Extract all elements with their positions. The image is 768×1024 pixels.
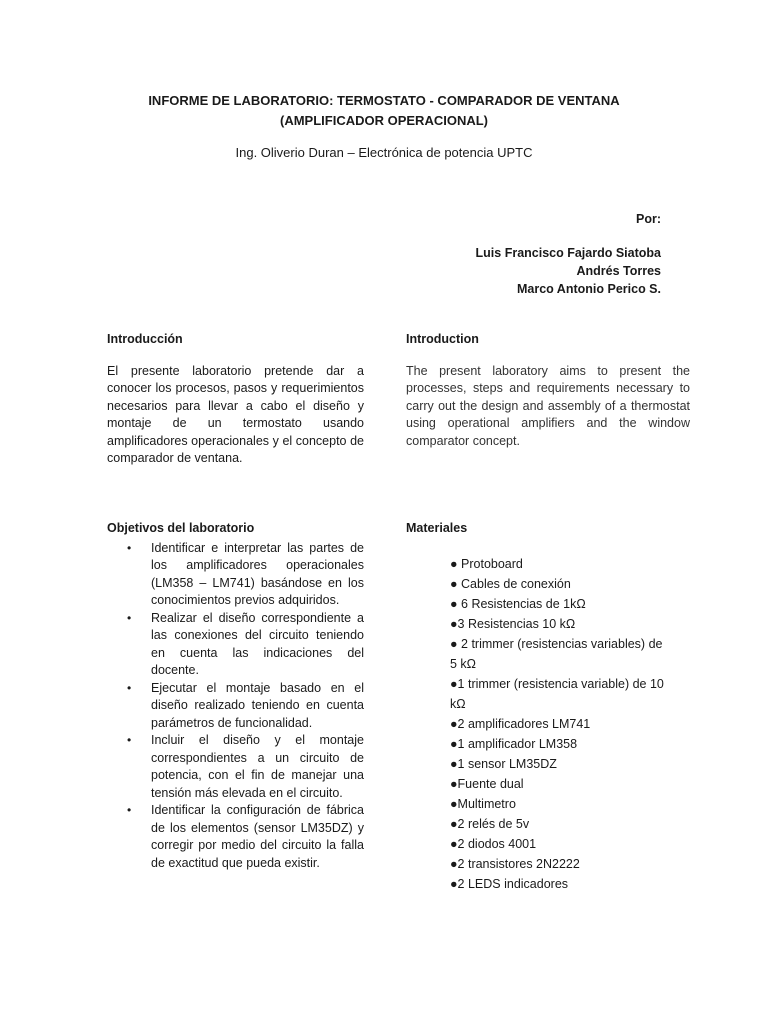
bullet-icon: •: [127, 680, 132, 695]
list-item: ● Protoboard: [450, 556, 523, 571]
list-item: ● Cables de conexión: [450, 576, 571, 591]
intro-en-text: The present laboratory aims to present the processes, steps and requirements necessary to carry out the design and assembly of a thermostat using operational amplifiers and the window comparator concept.: [406, 363, 690, 448]
list-item: • Incluir el diseño y el montaje correspondientes a un circuito de potencia, con el fin de manejar una tensión más elevada en el circuito.: [127, 733, 364, 800]
bullet-icon: •: [127, 540, 132, 555]
objectives-list: [107, 540, 364, 873]
list-item: • Identificar la configuración de fábrica de los elementos (sensor LM35DZ) y corregir por medio del circuito la falla de exactitud que pueda existir.: [127, 803, 364, 870]
list-item: ●2 diodos 4001: [450, 836, 537, 851]
authors-block: [476, 210, 661, 298]
author-name: Marco Antonio Perico S.: [516, 282, 661, 296]
materials-section: [406, 520, 664, 894]
list-item: ●2 LEDS indicadores: [450, 876, 569, 891]
list-item: ●2 relés de 5v: [450, 816, 530, 831]
bullet-icon: •: [127, 610, 132, 625]
list-item: ●1 amplificador LM358: [450, 736, 578, 751]
objectives-section: [107, 520, 364, 872]
intro-es-heading: Introducción: [107, 332, 183, 346]
materials-heading: Materiales: [406, 521, 468, 535]
authors-label: Por:: [636, 212, 661, 226]
list-item: • Ejecutar el montaje basado en el diseño realizado teniendo en cuenta parámetros de funcionalidad.: [127, 680, 364, 730]
list-item: ●2 transistores 2N2222: [450, 856, 580, 871]
list-item: ●Fuente dual: [450, 776, 524, 791]
report-subtitle: Ing. Oliverio Duran – Electrónica de potencia UPTC: [235, 145, 533, 160]
intro-es-text: El presente laboratorio pretende dar a conocer los procesos, pasos y requerimientos necesarios para llevar a cabo el diseño y montaje de un termostato usando amplificadores operacionales y el concepto de comparador de ventana.: [107, 363, 364, 465]
objectives-heading: Objetivos del laboratorio: [107, 521, 255, 535]
materials-list: [406, 554, 664, 894]
author-name: Andrés Torres: [576, 264, 661, 278]
bullet-icon: •: [127, 803, 132, 817]
list-item: • Identificar e interpretar las partes de los amplificadores operacionales (LM358 – LM741) basándose en los conocimientos previos adquiridos.: [127, 540, 364, 607]
list-item: ●2 amplificadores LM741: [450, 716, 591, 731]
bullet-icon: •: [127, 733, 132, 747]
report-title: INFORME DE LABORATORIO: TERMOSTATO - COMPARADOR DE VENTANA (AMPLIFICADOR OPERACIONAL): [148, 93, 620, 128]
list-item: ●1 sensor LM35DZ: [450, 756, 557, 771]
list-item: ● 2 trimmer (resistencias variables) de 5 kΩ: [450, 636, 663, 671]
author-name: Luis Francisco Fajardo Siatoba: [475, 246, 661, 260]
list-item: ●1 trimmer (resistencia variable) de 10 kΩ: [450, 676, 664, 711]
list-item: ●3 Resistencias 10 kΩ: [450, 616, 576, 631]
list-item: ● 6 Resistencias de 1kΩ: [450, 596, 586, 611]
intro-en-section: [406, 331, 690, 450]
list-item: ●Multimetro: [450, 796, 516, 811]
intro-en-heading: Introduction: [406, 332, 479, 346]
intro-es-section: [107, 331, 364, 468]
list-item: • Realizar el diseño correspondiente a las conexiones del circuito teniendo en cuenta las indicaciones del docente.: [127, 610, 364, 677]
